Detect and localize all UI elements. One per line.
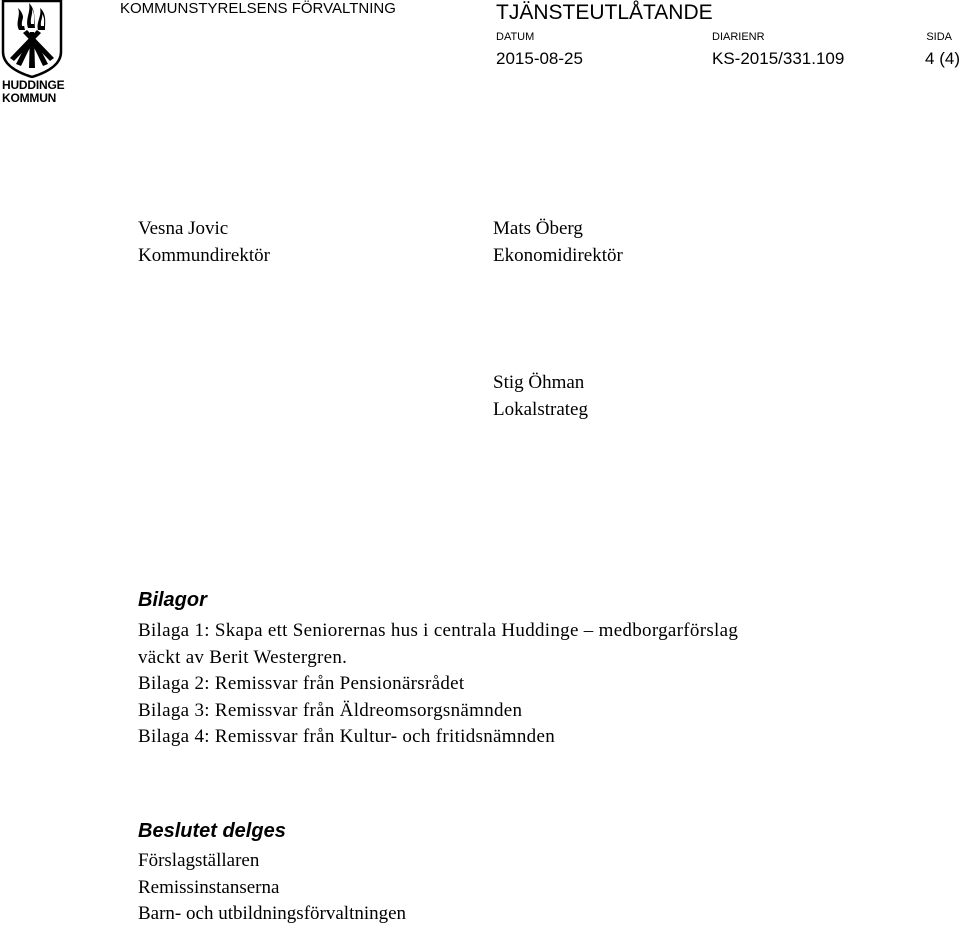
document-type: TJÄNSTEUTLÅTANDE	[496, 1, 713, 24]
signatory-title: Kommundirektör	[138, 244, 270, 266]
reg-number-label: DIARIENR	[712, 31, 765, 43]
signatory-name: Vesna Jovic	[138, 218, 229, 239]
signatory-2	[493, 216, 623, 269]
page-label: SIDA	[926, 31, 952, 43]
recipient: Barn- och utbildningsförvaltningen	[138, 903, 407, 924]
signatory-1	[138, 216, 270, 269]
coat-of-arms-icon	[1, 0, 63, 78]
signatory-title: Ekonomidirektör	[493, 244, 623, 266]
organization-name: KOMMUNSTYRELSENS FÖRVALTNING	[120, 0, 396, 17]
attachment-line: väckt av Berit Westergren.	[138, 646, 348, 668]
distribution-list	[138, 848, 406, 928]
reg-number-value: KS-2015/331.109	[712, 49, 845, 68]
municipality-logo	[1, 0, 63, 78]
recipient: Förslagställaren	[138, 850, 260, 871]
signatory-name: Mats Öberg	[493, 218, 583, 239]
logo-line-1: HUDDINGE	[2, 78, 65, 92]
attachment-line: Bilaga 4: Remissvar från Kultur- och fritidsnämnden	[138, 726, 555, 747]
attachment-line: Bilaga 3: Remissvar från Äldreomsorgsnämnden	[138, 699, 523, 721]
signatory-name: Stig Öhman	[493, 372, 585, 393]
date-label: DATUM	[496, 31, 535, 43]
date-value: 2015-08-25	[496, 49, 583, 68]
recipient: Remissinstanserna	[138, 876, 280, 898]
attachment-line: Bilaga 2: Remissvar från Pensionärsrådet	[138, 673, 465, 694]
attachments-list	[138, 618, 738, 751]
signatory-3	[493, 370, 588, 423]
attachment-line: Bilaga 1: Skapa ett Seniorernas hus i centrala Huddinge – medborgarförslag	[138, 620, 739, 641]
logo-line-2: KOMMUN	[2, 91, 57, 105]
signatory-title: Lokalstrateg	[493, 398, 588, 420]
distribution-heading: Beslutet delges	[138, 820, 286, 842]
logo-wordmark	[2, 79, 64, 105]
attachments-heading: Bilagor	[138, 589, 207, 611]
page-value: 4 (4)	[925, 49, 960, 68]
